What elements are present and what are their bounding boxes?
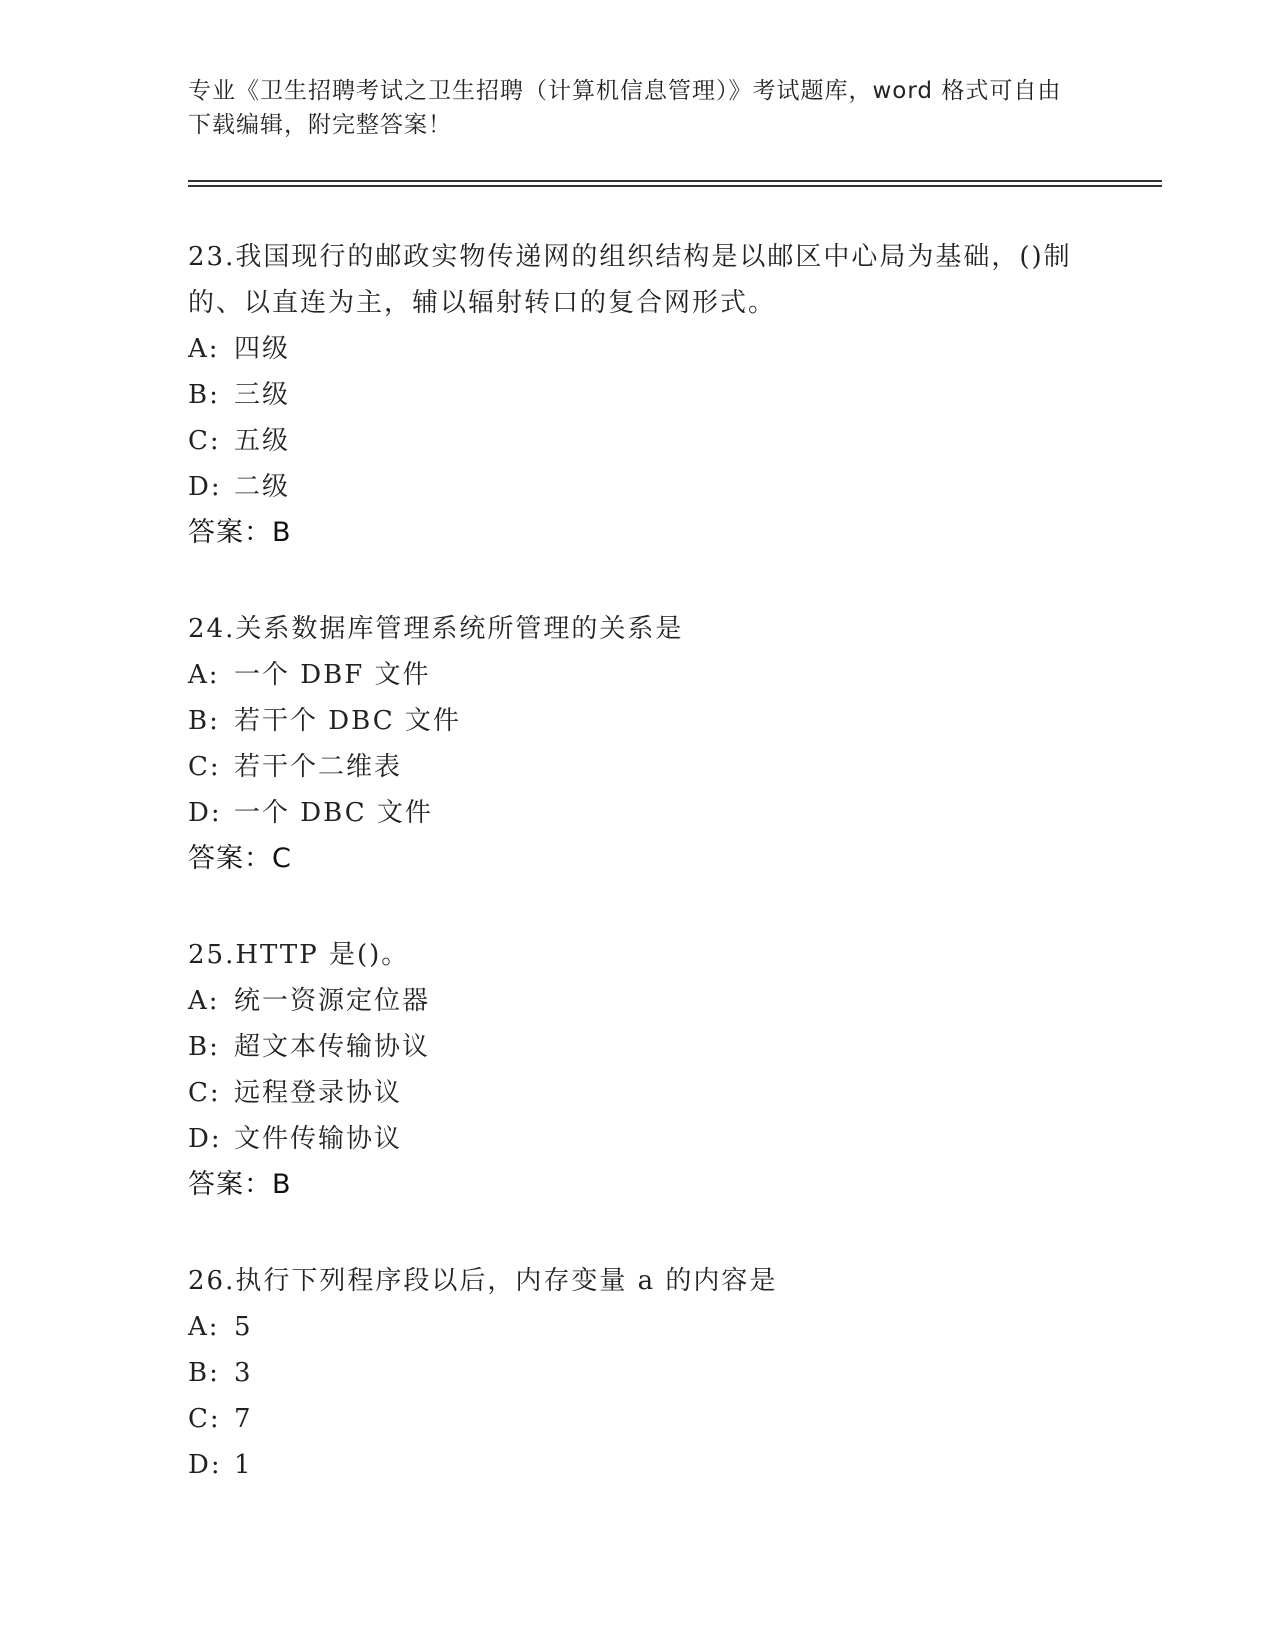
option-key: A: — [188, 334, 220, 364]
option-key: D: — [188, 798, 222, 828]
question-stem: 24.关系数据库管理系统所管理的关系是 — [188, 614, 684, 644]
option-key: B: — [188, 706, 220, 736]
question-stem: 25.HTTP 是()。 — [188, 940, 410, 970]
header-double-rule — [188, 180, 1162, 187]
option-text: 7 — [234, 1404, 253, 1434]
answer-option — [188, 464, 1088, 510]
option-key: D: — [188, 1124, 222, 1154]
option-text: 统一资源定位器 — [234, 986, 431, 1016]
answer-option — [188, 1024, 1088, 1070]
option-text: 1 — [234, 1450, 253, 1480]
option-key: A: — [188, 1312, 220, 1342]
answer-option — [188, 1350, 1088, 1396]
answer-option — [188, 744, 1088, 790]
option-text: 四级 — [234, 334, 291, 364]
question-block — [188, 234, 1088, 556]
option-text: 5 — [234, 1312, 253, 1342]
option-text: 二级 — [234, 472, 291, 502]
option-key: A: — [188, 660, 220, 690]
answer-option — [188, 1304, 1088, 1350]
option-text: 远程登录协议 — [234, 1078, 403, 1108]
option-key: C: — [188, 426, 221, 456]
answer-option — [188, 418, 1088, 464]
option-key: B: — [188, 1358, 220, 1388]
option-key: C: — [188, 752, 221, 782]
question-list — [188, 234, 1088, 1538]
answer-key: 答案：B — [188, 517, 292, 548]
answer-option — [188, 652, 1088, 698]
answer-option — [188, 698, 1088, 744]
answer-option — [188, 1442, 1088, 1488]
question-stem: 23.我国现行的邮政实物传递网的组织结构是以邮区中心局为基础，()制的、以直连为主，辅以辐射转口的复合网形式。 — [188, 242, 1072, 318]
answer-option — [188, 978, 1088, 1024]
option-text: 一个 DBC 文件 — [234, 798, 433, 828]
option-key: C: — [188, 1078, 221, 1108]
option-text: 若干个二维表 — [234, 752, 403, 782]
question-block — [188, 1258, 1088, 1488]
answer-option — [188, 372, 1088, 418]
option-text: 若干个 DBC 文件 — [234, 706, 461, 736]
answer-option — [188, 1396, 1088, 1442]
document-header-intro: 专业《卫生招聘考试之卫生招聘（计算机信息管理）》考试题库，word 格式可自由下载编辑，附完整答案！ — [188, 78, 1062, 138]
answer-key: 答案：B — [188, 1169, 292, 1200]
answer-key: 答案：C — [188, 843, 292, 874]
option-text: 3 — [234, 1358, 253, 1388]
option-text: 五级 — [234, 426, 291, 456]
answer-option — [188, 1116, 1088, 1162]
answer-option — [188, 1070, 1088, 1116]
option-key: C: — [188, 1404, 221, 1434]
option-text: 文件传输协议 — [234, 1124, 403, 1154]
option-text: 一个 DBF 文件 — [234, 660, 431, 690]
option-key: D: — [188, 472, 222, 502]
answer-option — [188, 790, 1088, 836]
option-key: B: — [188, 1032, 220, 1062]
question-stem: 26.执行下列程序段以后，内存变量 a 的内容是 — [188, 1266, 778, 1296]
option-key: D: — [188, 1450, 222, 1480]
option-key: A: — [188, 986, 220, 1016]
question-block — [188, 932, 1088, 1208]
option-text: 三级 — [234, 380, 291, 410]
option-key: B: — [188, 380, 220, 410]
answer-option — [188, 326, 1088, 372]
question-block — [188, 606, 1088, 882]
option-text: 超文本传输协议 — [234, 1032, 431, 1062]
